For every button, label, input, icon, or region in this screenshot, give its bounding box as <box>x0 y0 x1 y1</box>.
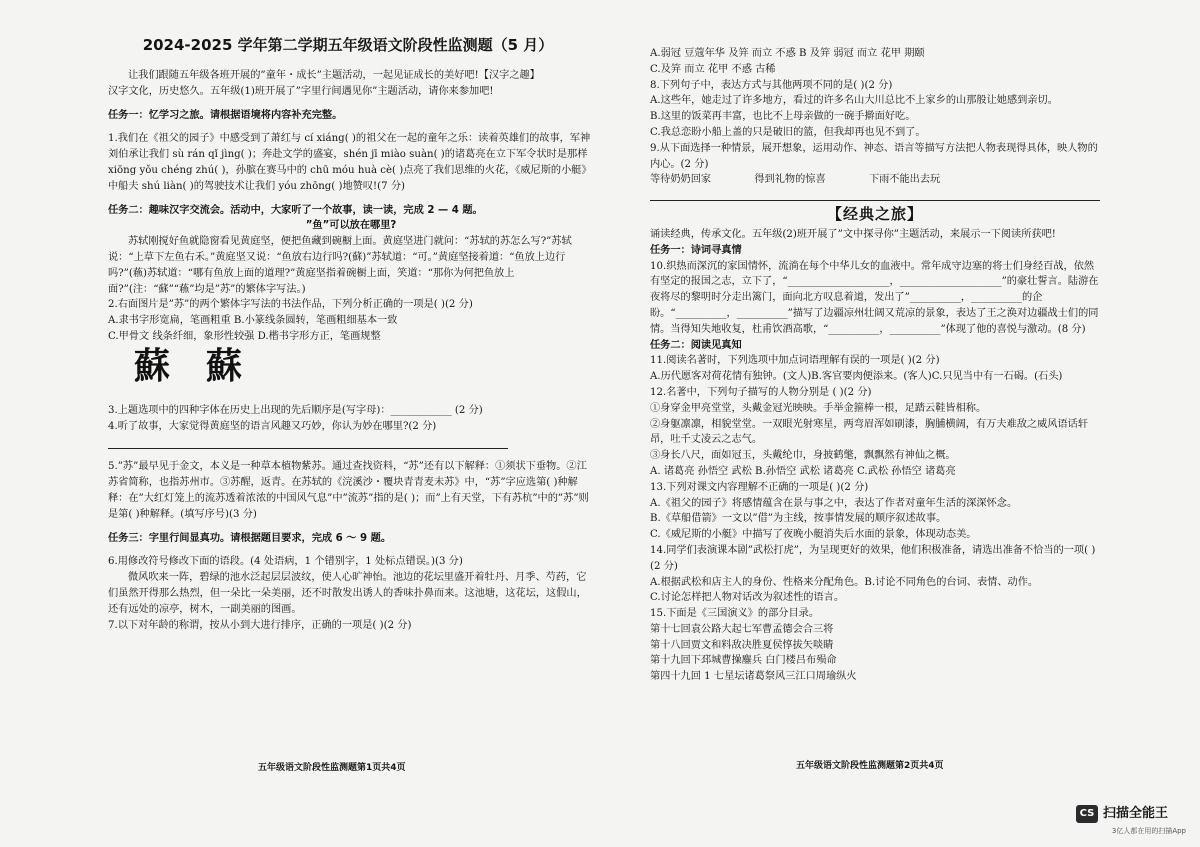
question-12-item-2: ②身躯凛凛，相貌堂堂。一双眼光射寒星，两弯眉浑如刷漆，胸脯横阔，有万夫难敌之威风语话轩昂，吐千丈凌云之志气。 <box>650 418 1089 446</box>
question-13: 13.下列对课文内容理解不正确的一项是( )(2 分) <box>650 481 869 493</box>
question-9-option: 等待奶奶回家 <box>650 174 712 186</box>
intro-text-2: 汉字文化，历史悠久。五年级(1)班开展了”字里行间遇见你”主题活动，请你来参加吧! <box>108 85 494 97</box>
question-8-option-b: B.这里的饭菜再丰富，也比不上母亲做的一碗手擀面好吃。 <box>650 111 916 123</box>
task-heading: 任务二：趣味汉字交流会。活动中，大家听了一个故事，读一读，完成 2 — 4 题。 <box>108 204 483 216</box>
section-intro: 诵读经典，传承文化。五年级(2)班开展了”文中探寻你”主题活动，来展示一下阅读所获吧! <box>650 228 1056 240</box>
question-7-options-ab: A.弱冠 豆蔻年华 及笄 而立 不惑 B 及笄 弱冠 而立 花甲 期颐 <box>650 48 925 59</box>
catalog-item: 第十八回贾文和料敌决胜夏侯惇拔矢啖睛 <box>650 639 834 651</box>
left-column <box>108 68 594 633</box>
question-12: 12.名著中，下列句子描写的人物分别是 ( )(2 分) <box>650 386 872 398</box>
question-13-option-c: C.《威尼斯的小艇》中描写了夜晚小艇消失后水面的景象，体现动态美。 <box>650 529 977 541</box>
page-title: 2024-2025 学年第二学期五年级语文阶段性监测题（5 月） <box>142 36 554 54</box>
task-heading: 任务三：字里行间显真功。请根据题目要求，完成 6 ～ 9 题。 <box>108 532 392 544</box>
calligraphy-images <box>108 345 594 399</box>
answer-line <box>108 448 508 449</box>
question-14: 14.同学们表演课本剧”武松打虎”，为呈现更好的效果，他们积极准备，请选出准备不恰当的一项( )(2 分) <box>650 544 1096 572</box>
question-7: 7.以下对年龄的称谓，按从小到大进行排序，正确的一项是( )(2 分) <box>108 619 412 631</box>
question-10: 10.织热而深沉的家国情怀，流淌在每个中华儿女的血液中。常年成守边塞的将士们身经百战，依然有坚定的报国之志，立下了，“____________________，____________________”的豪壮誓言。陆游在夜将尽的黎明时分走出篱门，面向北方叹息着道，发出了”__________，__________的企盼。“__________，__________”描写了边疆凉州壮阔又荒凉的景象，表达了王之涣对边疆战士们的同情。当得知失地收复，杜甫饮酒高歌，“__________，__________”体现了他的喜悦与激动。(8 分) <box>650 260 1099 335</box>
right-column <box>650 46 1100 685</box>
question-9: 9.从下面选择一种情景，展开想象，运用动作、神态、语言等描写方法把人物表现得具体，映人物的内心。(2 分) <box>650 142 1098 170</box>
section-divider <box>650 200 1100 201</box>
question-9-options <box>650 172 1100 188</box>
question-9-option: 得到礼物的惊喜 <box>754 174 826 186</box>
question-4: 4.听了故事，大家觉得黄庭坚的语言风趣又巧妙，你认为妙在哪里?(2 分) <box>108 420 437 432</box>
page-footer-right: 五年级语文阶段性监测题第2页共4页 <box>796 761 944 771</box>
calligraphy-clerical-script: 蘇 <box>206 345 243 387</box>
question-2-options-ab: A.隶书字形宽扁，笔画粗重 B.小篆线条圆转，笔画粗细基本一致 <box>108 315 398 327</box>
task-heading: 任务一：忆学习之旅。请根据语境将内容补充完整。 <box>108 109 343 121</box>
question-11-options: A.历代愿客对荷花情有独钟。(文人)B.客官要肉便添来。(客人)C.只见当中有一石碣。(石头) <box>650 371 1063 383</box>
catalog-item: 第四十九回 1 七星坛诸葛祭风三江口周瑜纵火 <box>650 671 857 683</box>
question-12-item-3: ③身长八尺，面如冠玉，头戴纶巾，身披鹤氅，飘飘然有神仙之概。 <box>650 450 956 462</box>
question-2: 2.右面图片是”苏”的两个繁体字写法的书法作品，下列分析正确的一项是( )(2 分) <box>108 299 473 311</box>
page-footer-left: 五年级语文阶段性监测题第1页共4页 <box>258 763 406 773</box>
question-8-option-a: A.这些年，她走过了许多地方，看过的许多名山大川总比不上家乡的山那般让她感到亲切。 <box>650 95 1058 107</box>
catalog-item: 第十七回袁公路大起七军曹孟德会合三将 <box>650 623 834 635</box>
question-12-options: A. 诸葛亮 孙悟空 武松 B.孙悟空 武松 诸葛亮 C.武松 孙悟空 诸葛亮 <box>650 465 956 477</box>
watermark-app-name: 扫描全能王 <box>1103 806 1169 821</box>
story-title: ”鱼”可以放在哪里? <box>305 220 397 232</box>
question-6-passage: 微风吹来一阵，碧绿的池水泛起层层波纹，使人心旷神怡。池边的花坛里盛开着牡丹、月季、芍药，它们虽然开得那么热烈，但一朵比一朵美丽，还不时散发出诱人的香味扑鼻而来。这池塘，这花坛，这假山，还有远处的凉亭，树木，一副美丽的图画。 <box>108 572 587 615</box>
watermark-tagline: 3亿人都在用的扫描App <box>1111 827 1186 835</box>
question-5: 5.”苏”最早见于金文，本义是一种草本植物紫苏。通过查找资料，“苏”还有以下解释：①须状下垂物。②江苏省简称，也指苏州市。③苏醒，返青。在苏轼的《浣溪沙・覆块青青麦未苏》中，“苏”字应选第( )种解释：在”大红灯笼上的流苏透着浓浓的中国风气息”中”流苏”指的是( )；而”上有天堂，下有苏杭”中的”苏”则是第( )种解释。(填写序号)(3 分) <box>108 461 589 520</box>
question-2-options-cd: C.甲骨文 线条纤细，象形性较强 D.楷书字形方正，笔画规整 <box>108 330 381 342</box>
task-heading: 任务二：阅读见真知 <box>650 339 742 351</box>
question-12-item-1: ①身穿金甲亮堂堂，头戴金冠光映映。手举金箍棒一根，足踏云鞋皆相称。 <box>650 402 987 414</box>
question-8: 8.下列句子中，表达方式与其他两项不同的是( )(2 分) <box>650 79 893 91</box>
question-1: 1.我们在《祖父的园子》中感受到了萧红与 cí xiáng( )的祖父在一起的童年之乐：读着英雄们的故事，军神刘伯承让我们 sù rán qǐ jìng( )；奔赴文学的盛宴，shén jī miào suàn( )的诸葛亮在立下军令状时是那样 xiōng yǒu chéng zhú( )，孙膑在赛马中的 chū móu huà cè( )点亮了我们思维的火花，《威尼斯的小艇》中船夫 shú liàn( )的驾驶技术让我们 yóu zhōng( )地赞叹!(7 分) <box>108 133 592 192</box>
scanner-watermark <box>1076 805 1186 835</box>
story-text: 苏轼刚搅好鱼就隐窗看见黄庭坚，便把鱼藏到碗橱上面。黄庭坚进门就问：“苏轼的苏怎么写?”苏轼说：“上草下左鱼右禾。”黄庭坚又说：“鱼放右边行吗?(蘇)”苏轼道：“可。”黄庭坚接着道：“鱼放上边行吗?”(蘓)苏轼道：“哪有鱼放上面的道理?”黄庭坚指着碗橱上面，笑道：“那你为何把鱼放上面?”(注：“蘇”“蘓”均是”苏”的繁体字写法。) <box>108 236 572 295</box>
section-banner: 【经典之旅】 <box>826 205 923 224</box>
question-6: 6.用修改符号修改下面的语段。(4 处语病，1 个错别字，1 处标点错误。)(3 分) <box>108 556 463 568</box>
catalog-item: 第十九回下邳城曹操鏖兵 白门楼吕布殒命 <box>650 655 837 667</box>
question-13-option-b: B.《草船借箭》一文以”借”为主线，按事情发展的顺序叙述故事。 <box>650 513 947 525</box>
question-13-option-a: A.《祖父的园子》将感情蕴含在景与事之中，表达了作者对童年生活的深深怀念。 <box>650 497 1018 509</box>
question-14-option-c: C.讨论怎样把人物对话改为叙述性的语言。 <box>650 592 845 604</box>
task-heading: 任务一：诗词寻真情 <box>650 244 742 256</box>
calligraphy-seal-script: 蘇 <box>134 345 167 387</box>
question-15: 15.下面是《三国演义》的部分目录。 <box>650 608 820 620</box>
question-9-option: 下雨不能出去玩 <box>868 174 941 186</box>
question-7-options-c: C.及笄 而立 花甲 不惑 古稀 <box>650 63 776 75</box>
intro-text: 让我们跟随五年级各班开展的”童年・成长”主题活动，一起见证成长的美好吧!【汉字之趣】 <box>128 70 540 81</box>
question-14-options-ab: A.根据武松和店主人的身份、性格来分配角色。B.讨论不同角色的台词、表情、动作。 <box>650 576 1039 588</box>
question-8-option-c: C.我总恋盼小船上盖的只是破旧的篮，但我却再也见不到了。 <box>650 126 926 138</box>
question-11: 11.阅读名著时，下列选项中加点词语理解有误的一项是( )(2 分) <box>650 355 940 367</box>
question-3: 3.上题选项中的四种字体在历史上出现的先后顺序是(写字母)：____________ (2 分) <box>108 404 483 416</box>
camscanner-logo-icon: CS <box>1076 805 1098 823</box>
